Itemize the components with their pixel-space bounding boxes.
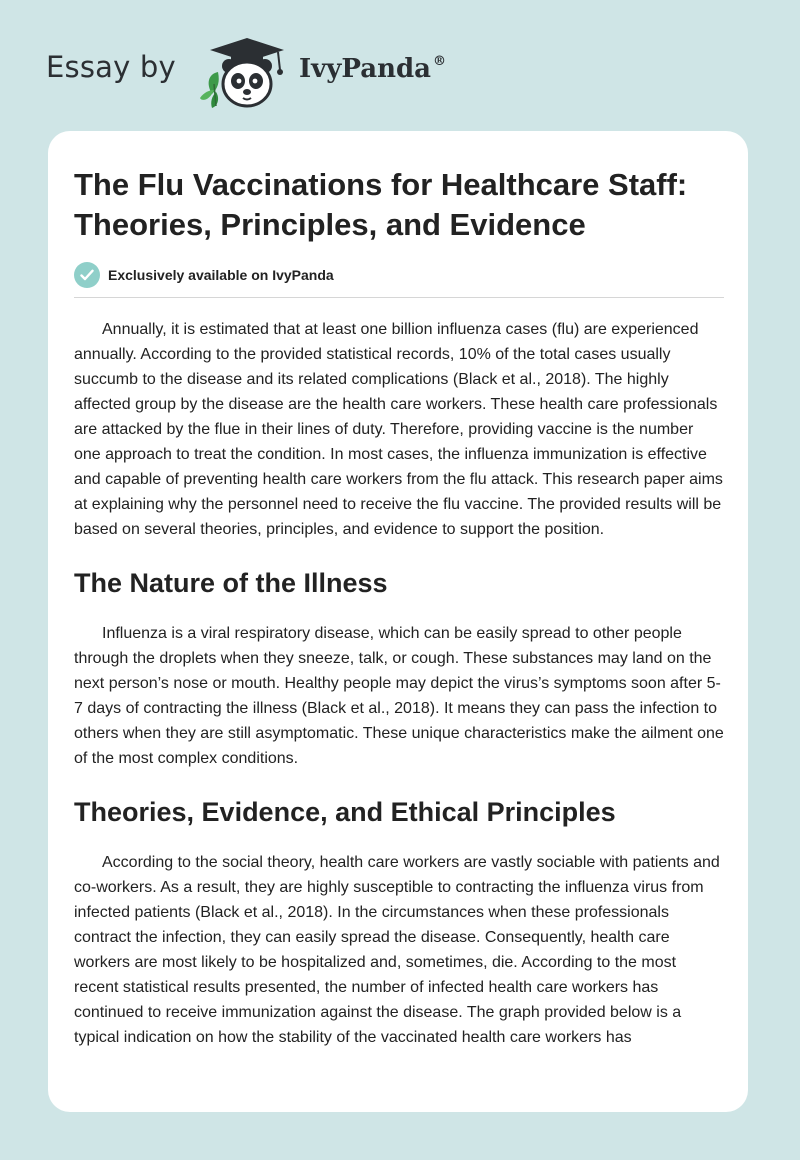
essay-by-label: Essay by: [46, 50, 176, 84]
section-paragraph-nature: Influenza is a viral respiratory disease, which can be easily spread to other people through the droplets when they sneeze, talk, or cough. These substances may land on the next person’s nose or mouth. Healthy people may depict the virus’s symptoms soon after 5-7 days of contracting the illness (Black et al., 2018). It means they can pass the infection to others when they are still asymptomatic. These unique characteristics make the ailment one of the most complex conditions.: [74, 625, 724, 767]
exclusive-badge-text: Exclusively available on IvyPanda: [108, 267, 334, 283]
section-heading-theories: Theories, Evidence, and Ethical Principles: [74, 797, 616, 827]
exclusive-badge: [74, 261, 724, 289]
article-content: [74, 165, 724, 1050]
registered-mark: ®: [433, 54, 447, 69]
check-circle-icon: [74, 262, 100, 288]
intro-paragraph: Annually, it is estimated that at least one billion influenza cases (flu) are experienced annually. According to the provided statistical records, 10% of the total cases usually succumb to the disease and its related complications (Black et al., 2018). The highly affected group by the disease are the health care workers. These health care professionals are attacked by the flue in their lines of duty. Therefore, providing vaccine is the number one approach to treat the condition. In most cases, the influenza immunization is effective and capable of preventing health care workers from the flu attack. This research paper aims at explaining why the personnel need to receive the flu vaccine. The provided results will be based on several theories, principles, and evidence to support the position.: [74, 321, 723, 538]
panda-graduate-logo-icon[interactable]: [198, 32, 296, 112]
ivy-leaf-icon: [200, 72, 219, 108]
site-header: [46, 30, 546, 110]
section-paragraph-theories: According to the social theory, health care workers are vastly sociable with patients and co-workers. As a result, they are highly susceptible to contracting the influenza virus from infected patients (Black et al., 2018). In the circumstances when these professionals contract the infection, they can easily spread the disease. Consequently, health care workers are most likely to be hospitalized and, sometimes, die. According to the most recent statistical results presented, the number of infected health care workers has continued to receive immunization against the disease. The graph provided below is a typical indication on how the stability of the vaccinated health care workers has: [74, 854, 720, 1046]
section-heading-nature: The Nature of the Illness: [74, 568, 388, 598]
ivypanda-brand-name[interactable]: IvyPanda ®: [299, 54, 447, 84]
article-card: [48, 131, 748, 1112]
title-divider: [74, 297, 724, 298]
article-title: The Flu Vaccinations for Healthcare Staff: Theories, Principles, and Evidence: [74, 167, 688, 242]
